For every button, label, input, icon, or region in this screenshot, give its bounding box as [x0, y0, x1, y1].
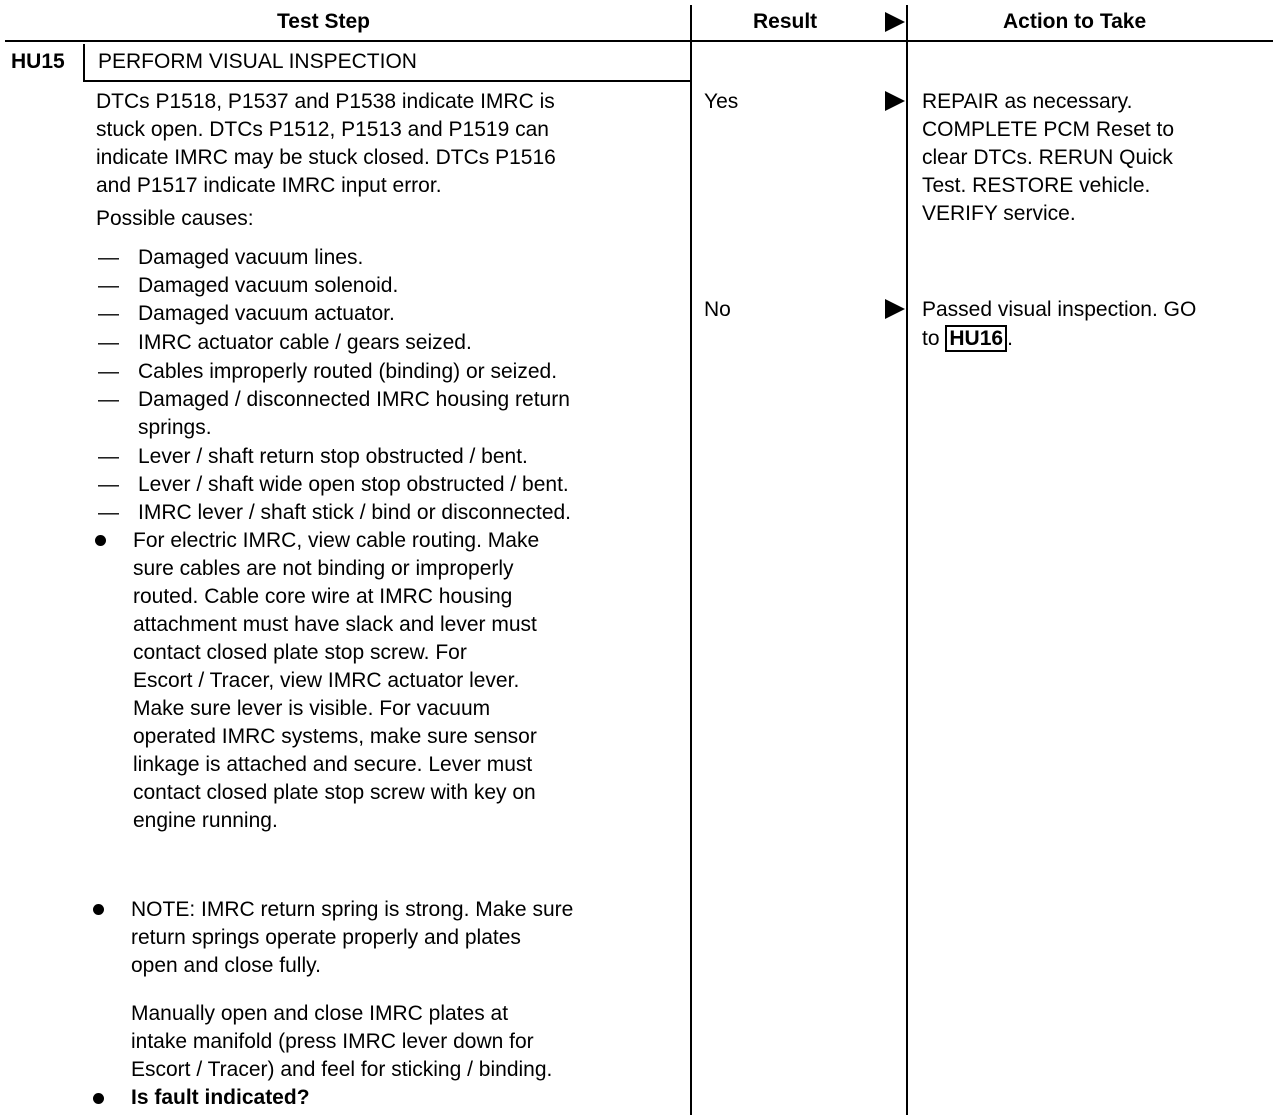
column-divider-action — [906, 5, 908, 1115]
step-title-rule — [85, 80, 692, 82]
header-arrow-icon — [885, 12, 905, 32]
bullet-line: attachment must have slack and lever must — [133, 613, 537, 636]
dash-icon: — — [98, 388, 119, 411]
bullet-line: engine running. — [133, 809, 278, 832]
bullet-line: routed. Cable core wire at IMRC housing — [133, 585, 513, 608]
goto-hu16-link[interactable]: HU16 — [945, 325, 1007, 352]
cause-item-continued: springs. — [138, 416, 212, 439]
header-rule — [5, 40, 1273, 42]
dash-icon: — — [98, 274, 119, 297]
bullet-electric-imrc — [133, 527, 539, 835]
result-yes: Yes — [704, 90, 739, 113]
intro-line: stuck open. DTCs P1512, P1513 and P1519 can — [96, 118, 549, 141]
manual-line: Escort / Tracer) and feel for sticking / binding. — [131, 1058, 553, 1081]
cause-item: Lever / shaft wide open stop obstructed / bent. — [138, 473, 569, 496]
action-no-line: Passed visual inspection. GO — [922, 298, 1197, 321]
step-code-divider — [83, 44, 85, 82]
step-title: PERFORM VISUAL INSPECTION — [98, 50, 417, 73]
action-no-period: . — [1007, 327, 1013, 350]
intro-paragraph — [96, 88, 556, 200]
intro-line: and P1517 indicate IMRC input error. — [96, 174, 442, 197]
bullet-line: contact closed plate stop screw with key on — [133, 781, 536, 804]
bullet-line: return springs operate properly and plates — [131, 926, 521, 949]
action-line: Test. RESTORE vehicle. — [922, 174, 1151, 197]
dash-icon: — — [98, 360, 119, 383]
manual-line: intake manifold (press IMRC lever down for — [131, 1030, 534, 1053]
action-line: clear DTCs. RERUN Quick — [922, 146, 1173, 169]
action-yes — [922, 88, 1174, 228]
bullet-line: NOTE: IMRC return spring is strong. Make sure — [131, 898, 574, 921]
possible-causes-label: Possible causes: — [96, 207, 254, 230]
manual-paragraph — [131, 1000, 552, 1084]
step-code: HU15 — [11, 50, 65, 73]
bullet-icon — [93, 904, 104, 915]
bullet-line: contact closed plate stop screw. For — [133, 641, 467, 664]
action-line: COMPLETE PCM Reset to — [922, 118, 1175, 141]
header-action: Action to Take — [1003, 10, 1147, 33]
no-arrow-icon — [885, 299, 905, 319]
question: Is fault indicated? — [131, 1086, 310, 1109]
bullet-line: open and close fully. — [131, 954, 321, 977]
bullet-note — [131, 896, 573, 980]
bullet-line: Make sure lever is visible. For vacuum — [133, 697, 491, 720]
bullet-line: linkage is attached and secure. Lever must — [133, 753, 533, 776]
cause-item: Cables improperly routed (binding) or seized. — [138, 360, 558, 383]
dash-icon: — — [98, 331, 119, 354]
action-no-goto — [922, 325, 1013, 353]
header-test-step: Test Step — [277, 10, 370, 33]
intro-line: indicate IMRC may be stuck closed. DTCs P1516 — [96, 146, 556, 169]
cause-item: Lever / shaft return stop obstructed / bent. — [138, 445, 528, 468]
cause-item: IMRC actuator cable / gears seized. — [138, 331, 472, 354]
dash-icon: — — [98, 473, 119, 496]
dash-icon: — — [98, 246, 119, 269]
bullet-line: operated IMRC systems, make sure sensor — [133, 725, 537, 748]
dash-icon: — — [98, 302, 119, 325]
dash-icon: — — [98, 501, 119, 524]
cause-item: Damaged vacuum actuator. — [138, 302, 395, 325]
cause-item: IMRC lever / shaft stick / bind or disconnected. — [138, 501, 572, 524]
action-line: VERIFY service. — [922, 202, 1076, 225]
yes-arrow-icon — [885, 91, 905, 111]
dash-icon: — — [98, 445, 119, 468]
bullet-icon — [93, 1093, 104, 1104]
bullet-icon — [95, 535, 106, 546]
header-result: Result — [753, 10, 818, 33]
cause-item: Damaged vacuum lines. — [138, 246, 364, 269]
action-line: REPAIR as necessary. — [922, 90, 1133, 113]
bullet-line: For electric IMRC, view cable routing. Make — [133, 529, 540, 552]
action-no-to: to — [922, 327, 940, 350]
manual-line: Manually open and close IMRC plates at — [131, 1002, 509, 1025]
bullet-line: sure cables are not binding or improperly — [133, 557, 514, 580]
column-divider-result — [690, 5, 692, 1115]
result-no: No — [704, 298, 731, 321]
intro-line: DTCs P1518, P1537 and P1538 indicate IMRC is — [96, 90, 555, 113]
cause-item: Damaged vacuum solenoid. — [138, 274, 399, 297]
bullet-line: Escort / Tracer, view IMRC actuator lever. — [133, 669, 520, 692]
cause-item: Damaged / disconnected IMRC housing return — [138, 388, 570, 411]
